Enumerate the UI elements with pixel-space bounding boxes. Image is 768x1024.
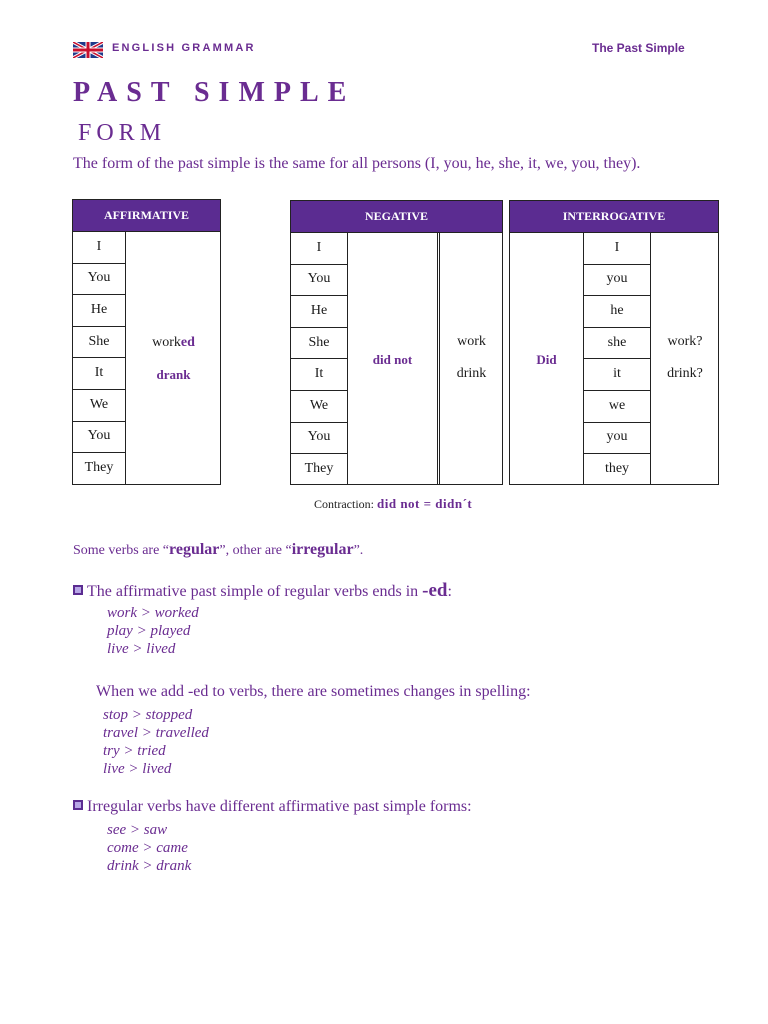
list-item: drink > drank xyxy=(107,858,192,874)
negative-pronoun-cell: You xyxy=(307,271,331,287)
negative-verb1: work xyxy=(457,334,486,349)
affirmative-heading: AFFIRMATIVE xyxy=(73,200,220,232)
list-item: come > came xyxy=(107,840,188,856)
affirmative-row-divider xyxy=(73,452,125,453)
irregular-verbs-rule xyxy=(73,798,472,816)
contraction-label: Contraction: xyxy=(314,497,374,511)
negative-row-divider xyxy=(291,295,347,296)
spelling-examples-list xyxy=(103,706,209,778)
affirmative-verb2: drank xyxy=(156,367,191,382)
rule-colon: : xyxy=(447,583,452,600)
affirmative-pronoun-cell: It xyxy=(94,365,104,381)
ed-ending: -ed xyxy=(422,580,448,601)
interrogative-row-divider xyxy=(584,453,650,454)
interrogative-pronoun-cell: it xyxy=(613,366,621,382)
affirmative-verb1-stem: work xyxy=(152,335,181,350)
interrogative-row-divider xyxy=(584,264,650,265)
irregular-examples-list xyxy=(107,821,191,875)
list-item: play > played xyxy=(107,623,191,639)
affirmative-row-divider xyxy=(73,421,125,422)
negative-pronoun-cell: You xyxy=(307,429,331,445)
affirmative-row-divider xyxy=(73,389,125,390)
negative-verb2: drink xyxy=(456,366,487,381)
list-item: try > tried xyxy=(103,743,166,759)
header-section-label: ENGLISH GRAMMAR xyxy=(112,42,256,54)
negative-pronoun-cell: It xyxy=(314,366,324,382)
negative-pronoun-cell: He xyxy=(310,302,328,318)
negative-pronoun-cell: They xyxy=(304,460,334,476)
list-item: work > worked xyxy=(107,605,199,621)
affirmative-row-divider xyxy=(73,357,125,358)
interrogative-verb2: drink? xyxy=(667,366,703,381)
negative-row-divider xyxy=(291,264,347,265)
interrogative-pronoun-cell: you xyxy=(606,429,628,445)
interrogative-table xyxy=(509,200,719,485)
affirmative-verb1 xyxy=(126,327,221,359)
interrogative-pronoun-cell: they xyxy=(604,460,630,476)
affirmative-row-divider xyxy=(73,263,125,264)
affirmative-verb1-ending: ed xyxy=(180,335,195,350)
regular-irregular-line xyxy=(73,541,363,559)
interrogative-row-divider xyxy=(584,358,650,359)
interrogative-row-divider xyxy=(584,390,650,391)
affirmative-pronoun-cell: She xyxy=(88,333,110,349)
interrogative-pronoun-cell: you xyxy=(606,271,628,287)
negative-row-divider xyxy=(291,327,347,328)
rule-text: Irregular verbs have different affirmative past simple forms: xyxy=(87,798,472,815)
negative-table xyxy=(290,200,503,485)
list-item: see > saw xyxy=(107,822,168,838)
interrogative-row-divider xyxy=(584,295,650,296)
interrogative-heading: INTERROGATIVE xyxy=(510,201,718,233)
list-item: travel > travelled xyxy=(103,725,209,741)
page-title: PAST SIMPLE xyxy=(73,77,356,108)
negative-row-divider xyxy=(291,422,347,423)
interrogative-pronoun-cell: I xyxy=(614,239,620,255)
regular-term: regular xyxy=(169,541,220,558)
negative-row-divider xyxy=(291,453,347,454)
list-item: stop > stopped xyxy=(103,707,193,723)
affirmative-table xyxy=(72,199,221,485)
negative-pronoun-cell: I xyxy=(316,239,322,255)
affirmative-row-divider xyxy=(73,294,125,295)
interrogative-row-divider xyxy=(584,327,650,328)
rule-text: The affirmative past simple of regular verbs ends in xyxy=(87,583,423,600)
negative-pronoun-cell: She xyxy=(308,334,330,350)
regular-verbs-rule xyxy=(73,580,452,602)
negative-row-divider xyxy=(291,390,347,391)
regular-examples-list xyxy=(107,604,199,658)
regular-mid: ”, other are “ xyxy=(219,543,292,558)
affirmative-pronoun-cell: We xyxy=(89,396,109,412)
header-topic-label: The Past Simple xyxy=(592,41,685,55)
regular-pre: Some verbs are “ xyxy=(73,543,170,558)
section-subtitle: FORM xyxy=(78,120,167,146)
negative-pronoun-cell: We xyxy=(309,397,329,413)
contraction-note xyxy=(314,496,472,512)
affirmative-pronoun-cell: You xyxy=(87,270,111,286)
affirmative-pronoun-cell: They xyxy=(84,459,114,475)
list-item: live > lived xyxy=(103,761,172,777)
interrogative-pronoun-cell: he xyxy=(610,302,624,318)
negative-row-divider xyxy=(291,358,347,359)
affirmative-pronoun-cell: He xyxy=(90,301,108,317)
negative-aux: did not xyxy=(372,352,413,367)
interrogative-verb1: work? xyxy=(667,334,703,349)
regular-post: ”. xyxy=(353,543,364,558)
irregular-term: irregular xyxy=(291,541,354,558)
affirmative-row-divider xyxy=(73,326,125,327)
spelling-changes-rule: When we add -ed to verbs, there are sometimes changes in spelling: xyxy=(96,683,531,700)
interrogative-row-divider xyxy=(584,422,650,423)
interrogative-aux: Did xyxy=(536,352,557,367)
uk-flag-icon xyxy=(73,42,103,58)
contraction-value: did not = didn´t xyxy=(377,496,473,511)
list-item: live > lived xyxy=(107,641,176,657)
interrogative-pronoun-cell: we xyxy=(608,397,626,413)
checkbox-bullet-icon xyxy=(73,800,83,810)
affirmative-pronoun-cell: You xyxy=(87,428,111,444)
checkbox-bullet-icon xyxy=(73,585,83,595)
intro-text: The form of the past simple is the same for all persons (I, you, he, she, it, we, you, they). xyxy=(73,155,641,172)
affirmative-pronoun-cell: I xyxy=(96,238,102,254)
interrogative-pronoun-cell: she xyxy=(607,334,627,350)
negative-heading: NEGATIVE xyxy=(291,201,502,233)
